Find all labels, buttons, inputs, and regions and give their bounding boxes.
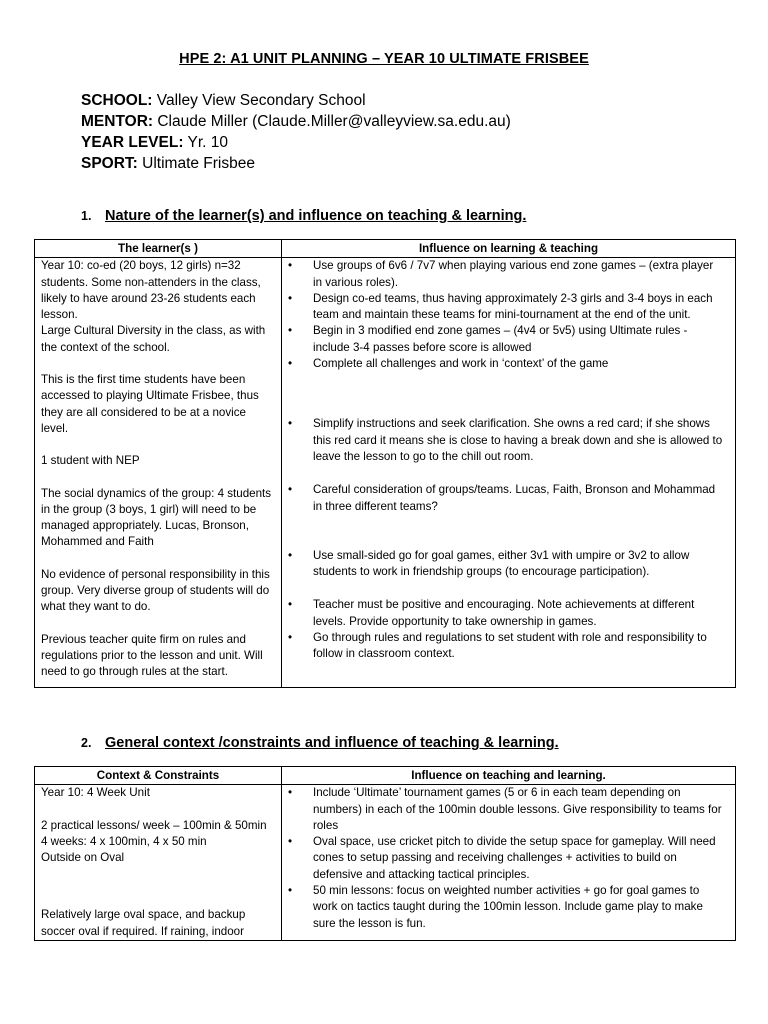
list-item: • Include ‘Ultimate’ tournament games (5 or 6 in each team depending on numbers) in each of the 100min double lessons. Give responsibility to teams for roles	[288, 785, 725, 834]
influence-list	[288, 258, 725, 662]
list-item: • Use groups of 6v6 / 7v7 when playing various end zone games – (extra player in various roles).	[288, 258, 725, 291]
mentor-line	[81, 113, 511, 131]
list-item: • Go through rules and regulations to set student with role and responsibility to follow in classroom context.	[288, 630, 725, 663]
column-header: Context & Constraints	[35, 767, 282, 785]
year-level-line	[81, 134, 228, 152]
document-title: HPE 2: A1 UNIT PLANNING – YEAR 10 ULTIMATE FRISBEE	[179, 51, 589, 67]
section-title: General context /constraints and influence of teaching & learning.	[105, 735, 559, 751]
section-2-heading	[81, 735, 559, 751]
table-row	[35, 785, 736, 941]
year-level-value: Yr. 10	[183, 134, 229, 151]
section-title: Nature of the learner(s) and influence on teaching & learning.	[105, 208, 527, 224]
constraint-note: 2 practical lessons/ week – 100min & 50min	[41, 818, 267, 832]
learner-note: The social dynamics of the group: 4 students in the group (3 boys, 1 girl) will need to be managed appropriately. Lucas, Bronson, Mohammed and Faith	[41, 486, 272, 549]
learner-note: This is the first time students have been accessed to playing Ultimate Frisbee, thus they are all considered to be at a novice level.	[41, 373, 259, 435]
learners-table	[34, 239, 736, 688]
sport-value: Ultimate Frisbee	[137, 155, 255, 172]
section-number: 2.	[81, 736, 92, 750]
learner-note: 1 student with NEP	[41, 454, 140, 468]
influence-cell	[282, 258, 736, 687]
school-line	[81, 92, 366, 110]
column-header: The learner(s )	[35, 240, 282, 258]
list-item: • Simplify instructions and seek clarification. She owns a red card; if she shows this red card it means she is close to having a break down and she is allowed to leave the lesson to go to the chill out room.	[288, 416, 725, 465]
learner-note: No evidence of personal responsibility in this group. Very diverse group of students will do what they want to do.	[41, 567, 270, 614]
list-item: • Careful consideration of groups/teams. Lucas, Faith, Bronson and Mohammad in three different teams?	[288, 482, 725, 515]
context-table	[34, 766, 736, 941]
list-item: • Use small-sided go for goal games, either 3v1 with umpire or 3v2 to allow students to work in friendship groups (to encourage participation).	[288, 548, 725, 581]
list-item: • Oval space, use cricket pitch to divide the setup space for gameplay. Will need cones to setup passing and receiving challenges + activities to build on defensive and attacking tactical principles.	[288, 834, 725, 883]
sport-line	[81, 155, 255, 173]
section-number: 1.	[81, 209, 92, 223]
list-item: • Begin in 3 modified end zone games – (4v4 or 5v5) using Ultimate rules - include 3-4 passes before score is allowed	[288, 323, 725, 356]
school-value: Valley View Secondary School	[152, 92, 366, 109]
list-item: • Complete all challenges and work in ‘context’ of the game	[288, 356, 725, 372]
column-header: Influence on teaching and learning.	[282, 767, 736, 785]
section-1-heading	[81, 208, 526, 224]
table-row	[35, 258, 736, 687]
year-level-label: YEAR LEVEL:	[81, 134, 184, 151]
learner-note: Year 10: co-ed (20 boys, 12 girls) n=32 students. Some non-attenders in the class, likely to have around 23-26 students each lesson.	[41, 259, 261, 322]
school-label: SCHOOL:	[81, 92, 153, 109]
list-item: • Teacher must be positive and encouraging. Note achievements at different levels. Provide opportunity to take ownership in games.	[288, 597, 725, 630]
learner-note: Previous teacher quite firm on rules and regulations prior to the lesson and unit. Will need to go through rules at the start.	[41, 632, 263, 679]
constraint-note: Year 10: 4 Week Unit	[41, 786, 150, 800]
list-item: • 50 min lessons: focus on weighted number activities + go for goal games to work on tactics taught during the 100min lesson. Include game play to make sure the lesson is fun.	[288, 883, 725, 932]
learner-note: Large Cultural Diversity in the class, as with the context of the school.	[41, 324, 266, 354]
constraint-note: 4 weeks: 4 x 100min, 4 x 50 min	[41, 834, 207, 848]
constraints-cell	[35, 785, 282, 941]
table-header-row	[35, 767, 736, 785]
constraint-note: Outside on Oval	[41, 851, 125, 865]
influence-list	[288, 785, 725, 932]
sport-label: SPORT:	[81, 155, 138, 172]
list-item: • Design co-ed teams, thus having approximately 2-3 girls and 3-4 boys in each team and maintain these teams for mini-tournament at the end of the unit.	[288, 291, 725, 324]
column-header: Influence on learning & teaching	[282, 240, 736, 258]
mentor-label: MENTOR:	[81, 113, 154, 130]
influence-cell	[282, 785, 736, 941]
constraint-note: Relatively large oval space, and backup soccer oval if required. If raining, indoor	[41, 908, 246, 938]
mentor-value: Claude Miller (Claude.Miller@valleyview.sa.edu.au)	[153, 113, 511, 130]
table-header-row	[35, 240, 736, 258]
learners-cell	[35, 258, 282, 687]
